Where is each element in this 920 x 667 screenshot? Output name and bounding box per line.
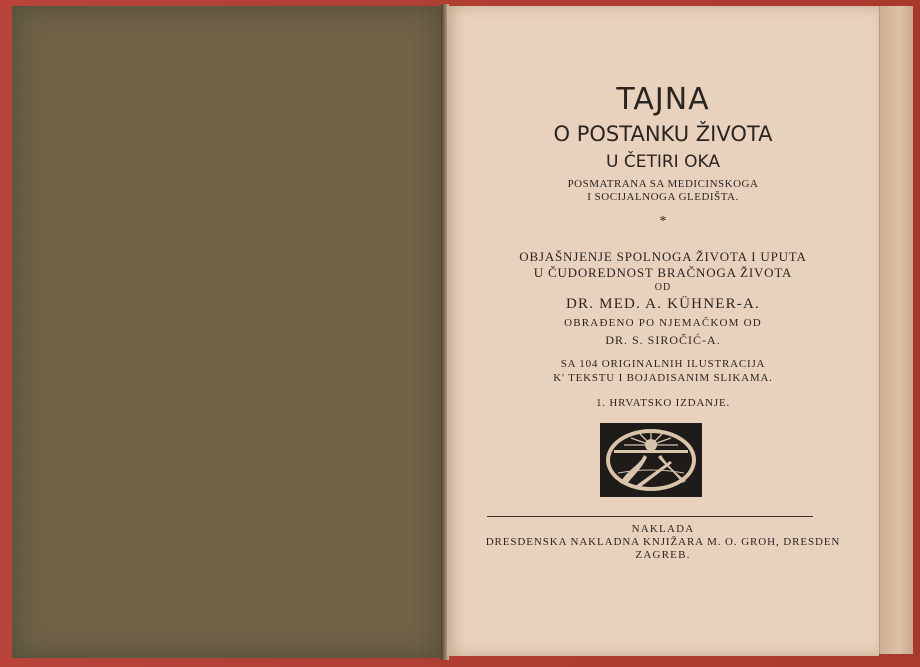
- illustrations-line-2: K' TEKSTU I BOJADISANIM SLIKAMA.: [553, 372, 773, 384]
- title-page: [447, 6, 879, 656]
- endpaper-texture: [12, 6, 443, 658]
- adaptation-line-1: OBRAĐENO PO NJEMAČKOM OD: [564, 317, 762, 329]
- adaptation-line-2: DR. S. SIROČIĆ-A.: [605, 333, 721, 347]
- ornament-star: *: [659, 214, 667, 229]
- title-page-content: [447, 6, 879, 656]
- sunrise-emblem-icon: [600, 423, 702, 497]
- author-name: DR. MED. A. KÜHNER-A.: [566, 296, 760, 312]
- perspective-line-2: I SOCIJALNOGA GLEDIŠTA.: [587, 191, 739, 203]
- page-block-edge: [879, 6, 913, 654]
- book-title: TAJNA: [616, 82, 710, 117]
- description-line-1: OBJAŠNJENJE SPOLNOGA ŽIVOTA I UPUTA: [519, 249, 807, 264]
- book-subtitle-2: U ČETIRI OKA: [606, 152, 720, 172]
- perspective-line-1: POSMATRANA SA MEDICINSKOGA: [567, 178, 759, 190]
- book-subtitle: O POSTANKU ŽIVOTA: [553, 122, 773, 146]
- publisher-city: ZAGREB.: [635, 549, 691, 561]
- divider-rule: [487, 516, 813, 517]
- description-line-2: U ČUDOREDNOST BRAČNOGA ŽIVOTA: [533, 265, 793, 280]
- by-label: OD: [654, 282, 672, 293]
- publisher-name: DRESDENSKA NAKLADNA KNJIŽARA M. O. GROH, DRESDEN: [485, 536, 841, 548]
- publisher-label: NAKLADA: [631, 523, 695, 535]
- left-endpaper: [12, 6, 443, 658]
- illustrations-line-1: SA 104 ORIGINALNIH ILUSTRACIJA: [560, 358, 766, 370]
- edition-label: 1. HRVATSKO IZDANJE.: [595, 397, 731, 409]
